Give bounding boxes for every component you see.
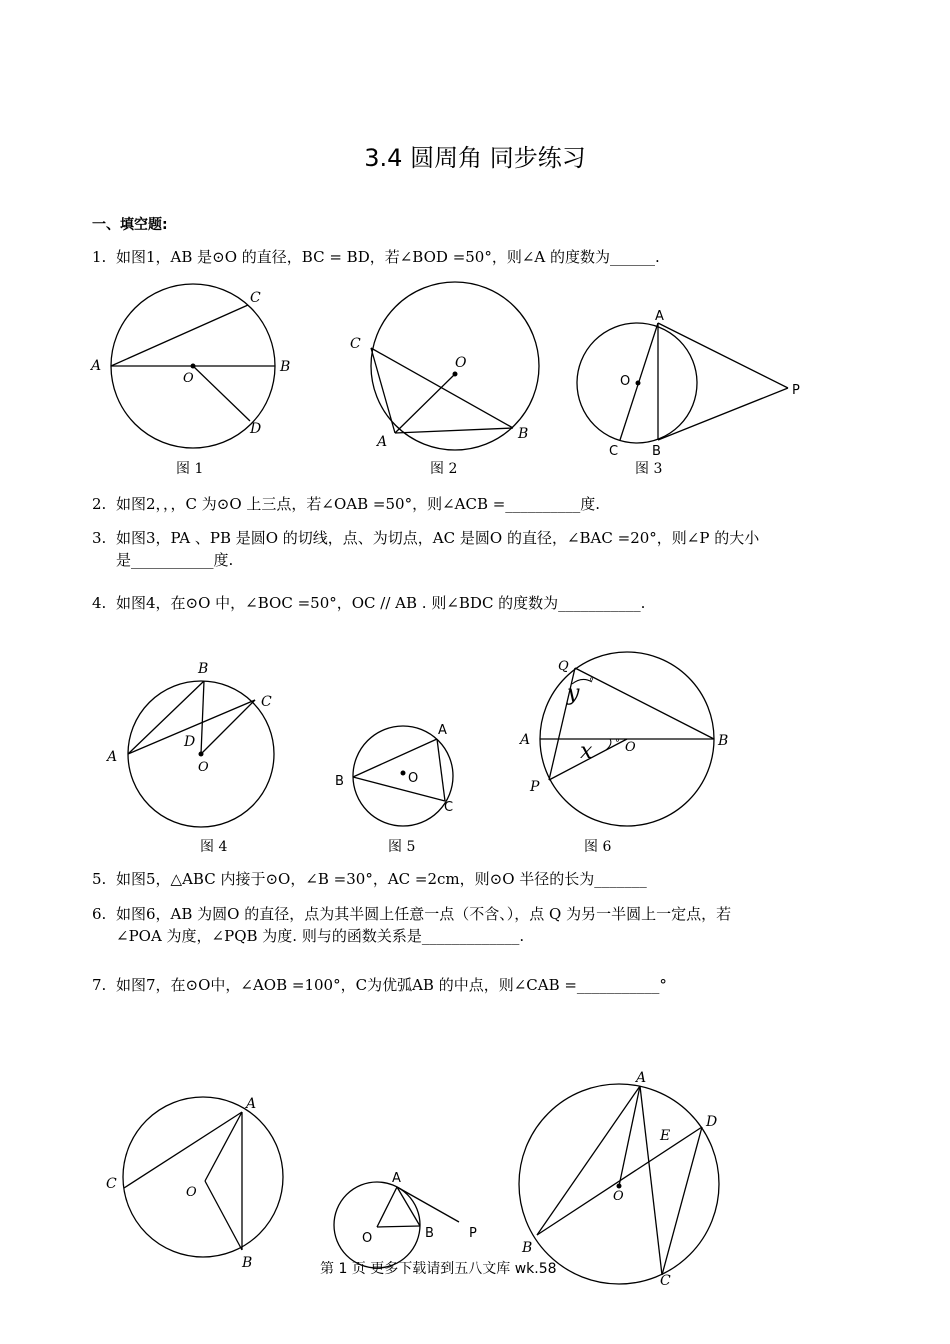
question-7: 7. 如图7，在⊙O中，∠AOB =100°，C为优弧AB 的中点，则∠CAB =___________°	[92, 976, 667, 994]
figure-caption: 图 1	[176, 461, 204, 477]
figure-1	[89, 284, 290, 477]
question-2: 2. 如图2，，，C 为⊙O 上三点，若∠OAB =50°，则∠ACB =__________度.	[92, 495, 601, 513]
page-title: 3.4 圆周角 同步练习	[364, 144, 586, 172]
svg-text:A: A	[438, 723, 447, 738]
figure-3	[577, 309, 800, 477]
label-A: A	[91, 358, 102, 374]
svg-text:P: P	[469, 1226, 477, 1241]
svg-text:P: P	[530, 779, 540, 795]
svg-text:O: O	[620, 374, 631, 389]
svg-text:B: B	[522, 1240, 533, 1256]
question-5: 5. 如图5，△ABC 内接于⊙O，∠B =30°，AC =2cm，则⊙O 半径的长为_______	[92, 870, 647, 888]
figures-row-2	[0, 648, 950, 863]
svg-text:A: A	[636, 1070, 647, 1086]
svg-text:D: D	[184, 734, 196, 750]
svg-text:x: x	[580, 739, 593, 764]
svg-text:E: E	[660, 1128, 671, 1144]
figure-6	[518, 652, 728, 855]
label-C: C	[250, 290, 261, 306]
svg-text:Q: Q	[558, 659, 569, 674]
svg-text:B: B	[652, 444, 661, 459]
svg-text:C: C	[660, 1273, 671, 1289]
figure-4	[105, 661, 274, 855]
figure-7	[106, 1096, 283, 1271]
section-heading: 一、填空题:	[92, 217, 168, 233]
svg-text:P: P	[792, 383, 800, 398]
label-B: B	[280, 359, 291, 375]
svg-text:O: O	[613, 1189, 624, 1204]
figure-2	[350, 282, 539, 477]
svg-text:B: B	[335, 774, 344, 789]
question-3: 3. 如图3，PA 、PB 是圆O 的切线，点、为切点，AC 是圆O 的直径，∠BAC =20°，则∠P 的大小 是___________度.	[92, 529, 760, 569]
svg-text:y: y	[567, 681, 580, 706]
svg-text:B: B	[718, 733, 729, 749]
svg-text:O: O	[455, 355, 467, 371]
svg-text:O: O	[198, 760, 209, 775]
svg-text:B: B	[198, 661, 209, 677]
label-D: D	[250, 421, 262, 437]
question-1	[92, 246, 872, 268]
svg-text:A: A	[107, 749, 118, 765]
label-O: O	[183, 371, 194, 386]
svg-text:A: A	[246, 1096, 257, 1112]
figure-caption: 图 3	[635, 461, 663, 477]
svg-text:O: O	[408, 771, 419, 786]
figure-5	[335, 723, 453, 855]
figure-9	[519, 1070, 719, 1289]
svg-text:A: A	[520, 732, 531, 748]
question-number: 1.	[92, 248, 107, 266]
svg-text:C: C	[609, 444, 619, 459]
svg-text:B: B	[425, 1226, 434, 1241]
figure-caption: 图 2	[430, 461, 458, 477]
svg-text:°: °	[615, 738, 620, 749]
figure-caption: 图 6	[584, 839, 612, 855]
question-text: 如图1，AB 是⊙O 的直径，BC = BD，若∠BOD =50°，则∠A 的度数为______.	[116, 248, 660, 266]
question-4: 4. 如图4，在⊙O 中，∠BOC =50°，OC // AB . 则∠BDC 的度数为___________.	[92, 594, 646, 612]
svg-text:C: C	[106, 1176, 117, 1192]
svg-text:O: O	[362, 1231, 373, 1246]
svg-text:O: O	[186, 1185, 197, 1200]
question-6: 6. 如图6，AB 为圆O 的直径，点为其半圆上任意一点（不含、），点 Q 为另一半圆上一定点，若 ∠POA 为度，∠PQB 为度. 则与的函数关系是_____________.	[92, 905, 732, 945]
svg-text:C: C	[444, 800, 454, 815]
figures-row-1	[0, 270, 950, 485]
svg-text:A: A	[377, 434, 388, 450]
svg-text:B: B	[242, 1255, 253, 1271]
svg-text:°: °	[589, 677, 594, 688]
svg-text:O: O	[625, 740, 636, 755]
page-footer: 第 1 页 更多下载请到五八文库 wk.58	[320, 1261, 557, 1277]
svg-text:C: C	[350, 336, 361, 352]
figure-caption: 图 5	[388, 839, 416, 855]
svg-text:A: A	[392, 1171, 401, 1186]
svg-text:C: C	[261, 694, 272, 710]
svg-text:A: A	[655, 309, 664, 324]
figure-8	[334, 1171, 477, 1268]
svg-text:B: B	[518, 426, 529, 442]
figure-caption: 图 4	[200, 839, 228, 855]
svg-text:D: D	[706, 1114, 718, 1130]
